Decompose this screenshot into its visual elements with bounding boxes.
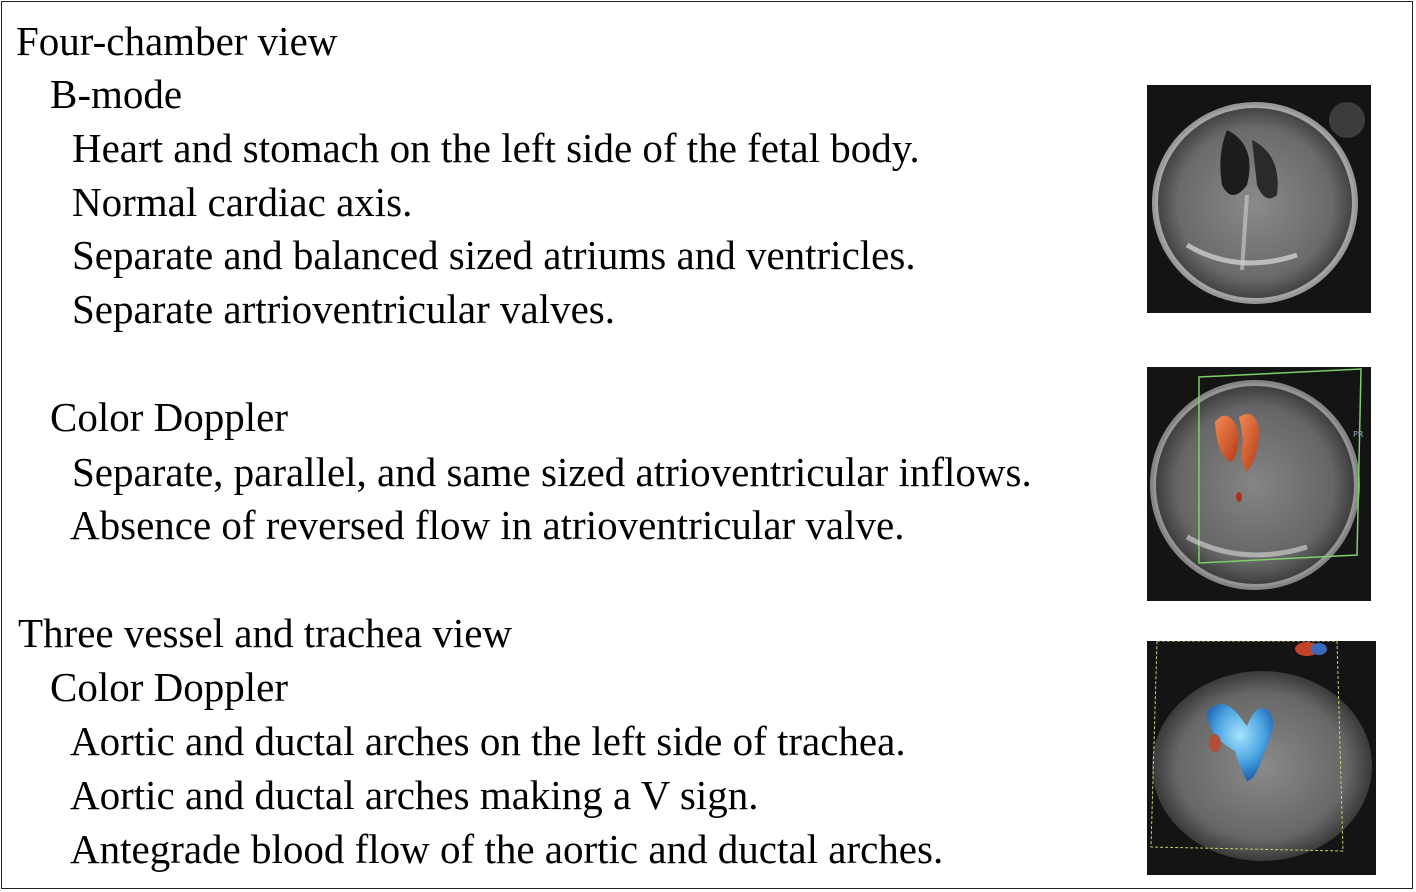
ultrasound-bmode-image: [1147, 85, 1371, 313]
section-title-four-chamber: Four-chamber view: [16, 18, 338, 64]
content-frame: [1, 1, 1413, 889]
list-item: Aortic and ductal arches making a V sign.: [70, 772, 759, 818]
list-item: Absence of reversed flow in atrioventricular valve.: [70, 502, 905, 548]
list-item: Normal cardiac axis.: [72, 179, 413, 225]
section-title-three-vessel: Three vessel and trachea view: [18, 610, 513, 656]
subheading-b-mode: B-mode: [50, 71, 183, 117]
list-item: Separate, parallel, and same sized atrioventricular inflows.: [72, 449, 1032, 495]
list-item: Heart and stomach on the left side of the fetal body.: [72, 125, 920, 171]
list-item: Antegrade blood flow of the aortic and ductal arches.: [70, 826, 944, 872]
subheading-color-doppler: Color Doppler: [50, 394, 288, 440]
list-item: Separate and balanced sized atriums and ventricles.: [72, 232, 916, 278]
subheading-color-doppler: Color Doppler: [50, 664, 288, 710]
ultrasound-three-vessel-image: [1147, 641, 1376, 875]
list-item: Separate artrioventricular valves.: [72, 286, 615, 332]
svg-text:PR: PR: [1353, 430, 1364, 439]
ultrasound-color-doppler-four-chamber-image: [1147, 367, 1371, 601]
list-item: Aortic and ductal arches on the left side of trachea.: [70, 718, 906, 764]
